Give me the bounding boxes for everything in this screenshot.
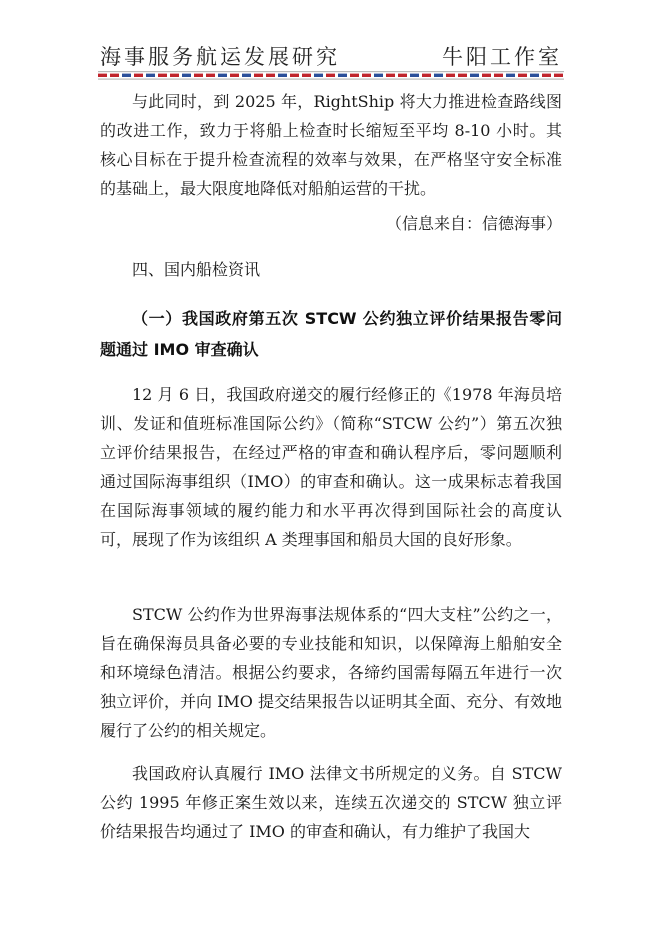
rule-dash — [470, 74, 479, 77]
paragraph-rightship: 与此同时，到 2025 年，RightShip 将大力推进检查路线图的改进工作，致力于将船上检查时长缩短至平均 8-10 小时。其核心目标在于提升检查流程的效率与效果，在严格坚守安全标准的基础上，最大限度地降低对船舶运营的干扰。 — [100, 92, 562, 198]
rule-dash — [350, 74, 359, 77]
header-title-left: 海事服务航运发展研究 — [100, 45, 340, 69]
rule-dash — [230, 74, 239, 77]
rule-dash — [206, 74, 215, 77]
rule-dash — [398, 74, 407, 77]
rule-dash — [254, 74, 263, 77]
header-rule — [98, 71, 564, 81]
rule-dash — [194, 74, 203, 77]
rule-dash — [326, 74, 335, 77]
paragraph-stcw-report: 12 月 6 日，我国政府递交的履行经修正的《1978 年海员培训、发证和值班标准国际公约》（简称“STCW 公约”）第五次独立评价结果报告，在经过严格的审查和确认程序后，零问题顺利通过国际海事组织（IMO）的审查和确认。这一成果标志着我国在国际海事领域的履约能力和水平再次得到国际社会的高度认可，展现了作为该组织 A 类理事国和船员大国的良好形象。 — [100, 385, 562, 549]
rule-dash — [482, 74, 491, 77]
rule-dash — [122, 74, 131, 77]
rule-dash — [434, 74, 443, 77]
section-heading: 四、国内船检资讯 — [132, 260, 261, 279]
rule-dash — [134, 74, 143, 77]
rule-dash — [290, 74, 299, 77]
rule-dash — [374, 74, 383, 77]
rule-dash — [98, 74, 107, 77]
rule-dash — [530, 74, 539, 77]
rule-dash — [158, 74, 167, 77]
rule-dash — [338, 74, 347, 77]
rule-dash — [542, 74, 551, 77]
rule-dash — [506, 74, 515, 77]
sub-heading: （一）我国政府第五次 STCW 公约独立评价结果报告零问题通过 IMO 审查确认 — [100, 309, 562, 359]
rule-dash — [386, 74, 395, 77]
rule-dash — [422, 74, 431, 77]
rule-dash — [242, 74, 251, 77]
rule-dash — [554, 74, 563, 77]
rule-dash — [458, 74, 467, 77]
rule-dash — [410, 74, 419, 77]
rule-dash — [170, 74, 179, 77]
rule-dash — [446, 74, 455, 77]
rule-dash — [302, 74, 311, 77]
rule-dash — [278, 74, 287, 77]
rule-dash — [314, 74, 323, 77]
rule-dash — [362, 74, 371, 77]
page-header — [100, 38, 562, 74]
rule-dash — [110, 74, 119, 77]
rule-dash — [182, 74, 191, 77]
rule-dash — [518, 74, 527, 77]
paragraph-stcw-convention: STCW 公约作为世界海事法规体系的“四大支柱”公约之一，旨在确保海员具备必要的专业技能和知识，以保障海上船舶安全和环境绿色清洁。根据公约要求，各缔约国需每隔五年进行一次独立评价，并向 IMO 提交结果报告以证明其全面、充分、有效地履行了公约的相关规定。 — [100, 605, 562, 740]
rule-dash — [494, 74, 503, 77]
paragraph-obligations: 我国政府认真履行 IMO 法律文书所规定的义务。自 STCW 公约 1995 年修正案生效以来，连续五次递交的 STCW 独立评价结果报告均通过了 IMO 的审查和确认，有力维护了我国大 — [100, 764, 562, 841]
rule-dash — [266, 74, 275, 77]
source-note: （信息来自：信德海事） — [385, 214, 562, 233]
rule-dash — [218, 74, 227, 77]
header-title-right: 牛阳工作室 — [442, 45, 562, 69]
rule-dash — [146, 74, 155, 77]
